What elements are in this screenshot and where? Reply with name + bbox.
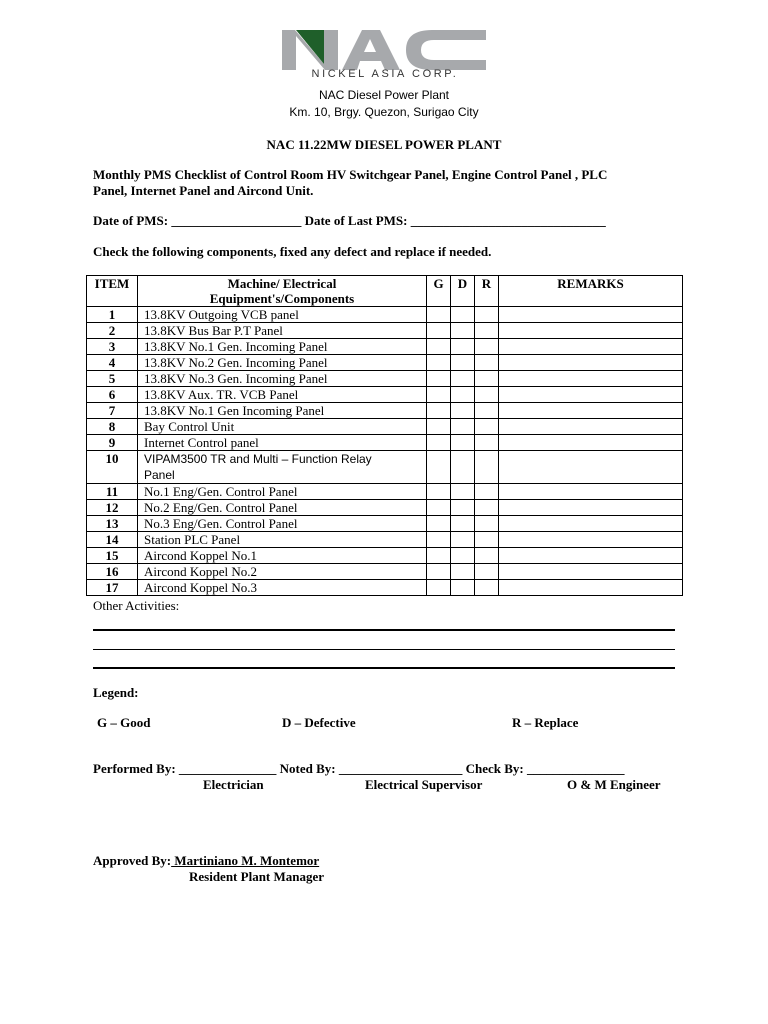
- activity-line-1[interactable]: [93, 629, 675, 631]
- pms-dates-line: Date of PMS: ____________________ Date of Last PMS: ______________________________: [93, 213, 606, 228]
- row-replace-cell[interactable]: [475, 548, 499, 564]
- row-good-cell[interactable]: [427, 451, 451, 484]
- row-good-cell[interactable]: [427, 435, 451, 451]
- table-row: [87, 500, 683, 516]
- row-component-name: [138, 451, 427, 484]
- row-item-number: 12: [87, 500, 138, 516]
- row-defective-cell[interactable]: [451, 548, 475, 564]
- row-remarks-cell[interactable]: [499, 307, 683, 323]
- row-defective-cell[interactable]: [451, 580, 475, 596]
- row-defective-cell[interactable]: [451, 387, 475, 403]
- row-item-number: 17: [87, 580, 138, 596]
- row-defective-cell[interactable]: [451, 339, 475, 355]
- row-remarks-cell[interactable]: [499, 323, 683, 339]
- row-item-number: 13: [87, 516, 138, 532]
- row-good-cell[interactable]: [427, 419, 451, 435]
- table-row: [87, 532, 683, 548]
- engineer-title: O & M Engineer: [567, 777, 661, 792]
- row-replace-cell[interactable]: [475, 387, 499, 403]
- header-good: G: [427, 276, 451, 307]
- row-component-name: 13.8KV No.1 Gen Incoming Panel: [138, 403, 427, 419]
- row-component-name-line-2: Panel: [144, 468, 175, 482]
- row-remarks-cell[interactable]: [499, 387, 683, 403]
- row-replace-cell[interactable]: [475, 532, 499, 548]
- row-component-name: Aircond Koppel No.2: [138, 564, 427, 580]
- header-machine: [138, 276, 427, 307]
- row-component-name: 13.8KV Bus Bar P.T Panel: [138, 323, 427, 339]
- intro-line-2: Panel, Internet Panel and Aircond Unit.: [93, 183, 314, 198]
- plant-name: NAC Diesel Power Plant: [318, 88, 450, 102]
- row-item-number: 2: [87, 323, 138, 339]
- row-defective-cell[interactable]: [451, 419, 475, 435]
- logo-subtitle: NICKEL ASIA CORP.: [311, 68, 459, 80]
- row-defective-cell[interactable]: [451, 564, 475, 580]
- row-defective-cell[interactable]: [451, 500, 475, 516]
- row-component-name: Bay Control Unit: [138, 419, 427, 435]
- row-component-name: No.2 Eng/Gen. Control Panel: [138, 500, 427, 516]
- row-defective-cell[interactable]: [451, 516, 475, 532]
- legend-title: Legend:: [93, 685, 139, 700]
- row-replace-cell[interactable]: [475, 339, 499, 355]
- table-row: [87, 307, 683, 323]
- plant-address: Km. 10, Brgy. Quezon, Surigao City: [289, 105, 479, 119]
- row-replace-cell[interactable]: [475, 516, 499, 532]
- header-machine-line-1: Machine/ Electrical: [227, 276, 337, 291]
- approved-label: Approved By:: [93, 853, 172, 868]
- legend-replace: R – Replace: [512, 715, 579, 730]
- row-defective-cell[interactable]: [451, 435, 475, 451]
- row-item-number: 8: [87, 419, 138, 435]
- row-item-number: 6: [87, 387, 138, 403]
- row-good-cell[interactable]: [427, 355, 451, 371]
- legend-good: G – Good: [97, 715, 151, 730]
- table-row: [87, 403, 683, 419]
- row-component-name: 13.8KV No.1 Gen. Incoming Panel: [138, 339, 427, 355]
- row-remarks-cell[interactable]: [499, 500, 683, 516]
- header-defective: D: [451, 276, 475, 307]
- row-item-number: 11: [87, 484, 138, 500]
- row-component-name: Internet Control panel: [138, 435, 427, 451]
- row-good-cell[interactable]: [427, 371, 451, 387]
- row-item-number: 16: [87, 564, 138, 580]
- row-good-cell[interactable]: [427, 564, 451, 580]
- row-remarks-cell[interactable]: [499, 355, 683, 371]
- row-remarks-cell[interactable]: [499, 339, 683, 355]
- row-component-name: 13.8KV Outgoing VCB panel: [138, 307, 427, 323]
- row-replace-cell[interactable]: [475, 451, 499, 484]
- row-defective-cell[interactable]: [451, 451, 475, 484]
- row-replace-cell[interactable]: [475, 371, 499, 387]
- header-remarks: REMARKS: [499, 276, 683, 307]
- row-good-cell[interactable]: [427, 403, 451, 419]
- table-row: [87, 371, 683, 387]
- checklist-table: [86, 275, 683, 596]
- row-remarks-cell[interactable]: [499, 484, 683, 500]
- table-row: [87, 355, 683, 371]
- header-machine-line-2: Equipment's/Components: [209, 291, 355, 306]
- row-component-name: Station PLC Panel: [138, 532, 427, 548]
- row-replace-cell[interactable]: [475, 355, 499, 371]
- table-row: [87, 516, 683, 532]
- row-defective-cell[interactable]: [451, 323, 475, 339]
- row-remarks-cell[interactable]: [499, 532, 683, 548]
- table-row: [87, 339, 683, 355]
- table-row: [87, 323, 683, 339]
- table-row: [87, 548, 683, 564]
- row-item-number: 10: [87, 451, 138, 484]
- row-replace-cell[interactable]: [475, 307, 499, 323]
- row-component-name: No.3 Eng/Gen. Control Panel: [138, 516, 427, 532]
- row-defective-cell[interactable]: [451, 307, 475, 323]
- row-good-cell[interactable]: [427, 307, 451, 323]
- intro-line-1: Monthly PMS Checklist of Control Room HV Switchgear Panel, Engine Control Panel , PLC: [93, 167, 608, 182]
- row-item-number: 3: [87, 339, 138, 355]
- row-item-number: 9: [87, 435, 138, 451]
- activity-line-3[interactable]: [93, 667, 675, 669]
- row-good-cell[interactable]: [427, 500, 451, 516]
- row-defective-cell[interactable]: [451, 355, 475, 371]
- row-component-name: 13.8KV No.3 Gen. Incoming Panel: [138, 371, 427, 387]
- row-replace-cell[interactable]: [475, 564, 499, 580]
- legend-defective: D – Defective: [282, 715, 356, 730]
- row-component-name: No.1 Eng/Gen. Control Panel: [138, 484, 427, 500]
- row-component-name: Aircond Koppel No.3: [138, 580, 427, 596]
- table-row: [87, 484, 683, 500]
- row-component-name-line-1: VIPAM3500 TR and Multi – Function Relay: [144, 452, 372, 466]
- row-component-name: 13.8KV No.2 Gen. Incoming Panel: [138, 355, 427, 371]
- row-replace-cell[interactable]: [475, 323, 499, 339]
- row-remarks-cell[interactable]: [499, 435, 683, 451]
- row-item-number: 14: [87, 532, 138, 548]
- row-replace-cell[interactable]: [475, 435, 499, 451]
- electrician-title: Electrician: [203, 777, 264, 792]
- row-replace-cell[interactable]: [475, 580, 499, 596]
- row-good-cell[interactable]: [427, 532, 451, 548]
- row-defective-cell[interactable]: [451, 484, 475, 500]
- row-remarks-cell[interactable]: [499, 451, 683, 484]
- row-defective-cell[interactable]: [451, 532, 475, 548]
- row-remarks-cell[interactable]: [499, 419, 683, 435]
- table-header-row: [87, 276, 683, 307]
- row-remarks-cell[interactable]: [499, 580, 683, 596]
- row-replace-cell[interactable]: [475, 500, 499, 516]
- table-row: [87, 419, 683, 435]
- header-item: ITEM: [87, 276, 138, 307]
- other-activities-label: Other Activities:: [93, 598, 180, 613]
- table-row: [87, 451, 683, 484]
- row-remarks-cell[interactable]: [499, 403, 683, 419]
- activity-line-2[interactable]: [93, 649, 675, 650]
- approved-name: Martiniano M. Montemor: [171, 853, 320, 868]
- row-item-number: 5: [87, 371, 138, 387]
- row-item-number: 7: [87, 403, 138, 419]
- signature-line[interactable]: Performed By: _______________ Noted By: ___________________ Check By: _______________: [93, 761, 625, 776]
- row-component-name: Aircond Koppel No.1: [138, 548, 427, 564]
- row-good-cell[interactable]: [427, 484, 451, 500]
- row-good-cell[interactable]: [427, 580, 451, 596]
- table-row: [87, 580, 683, 596]
- row-good-cell[interactable]: [427, 339, 451, 355]
- table-row: [87, 564, 683, 580]
- row-replace-cell[interactable]: [475, 419, 499, 435]
- row-defective-cell[interactable]: [451, 371, 475, 387]
- row-item-number: 1: [87, 307, 138, 323]
- table-row: [87, 387, 683, 403]
- header-replace: R: [475, 276, 499, 307]
- table-row: [87, 435, 683, 451]
- row-good-cell[interactable]: [427, 516, 451, 532]
- row-good-cell[interactable]: [427, 548, 451, 564]
- supervisor-title: Electrical Supervisor: [365, 777, 483, 792]
- row-replace-cell[interactable]: [475, 484, 499, 500]
- document-title: NAC 11.22MW DIESEL POWER PLANT: [266, 137, 502, 152]
- approved-block: [93, 853, 319, 869]
- row-item-number: 4: [87, 355, 138, 371]
- row-good-cell[interactable]: [427, 387, 451, 403]
- row-remarks-cell[interactable]: [499, 564, 683, 580]
- row-good-cell[interactable]: [427, 323, 451, 339]
- row-item-number: 15: [87, 548, 138, 564]
- row-remarks-cell[interactable]: [499, 516, 683, 532]
- row-defective-cell[interactable]: [451, 403, 475, 419]
- instruction-line: Check the following components, fixed any defect and replace if needed.: [93, 244, 492, 259]
- row-remarks-cell[interactable]: [499, 548, 683, 564]
- row-replace-cell[interactable]: [475, 403, 499, 419]
- approved-title: Resident Plant Manager: [189, 869, 325, 884]
- row-component-name: 13.8KV Aux. TR. VCB Panel: [138, 387, 427, 403]
- row-remarks-cell[interactable]: [499, 371, 683, 387]
